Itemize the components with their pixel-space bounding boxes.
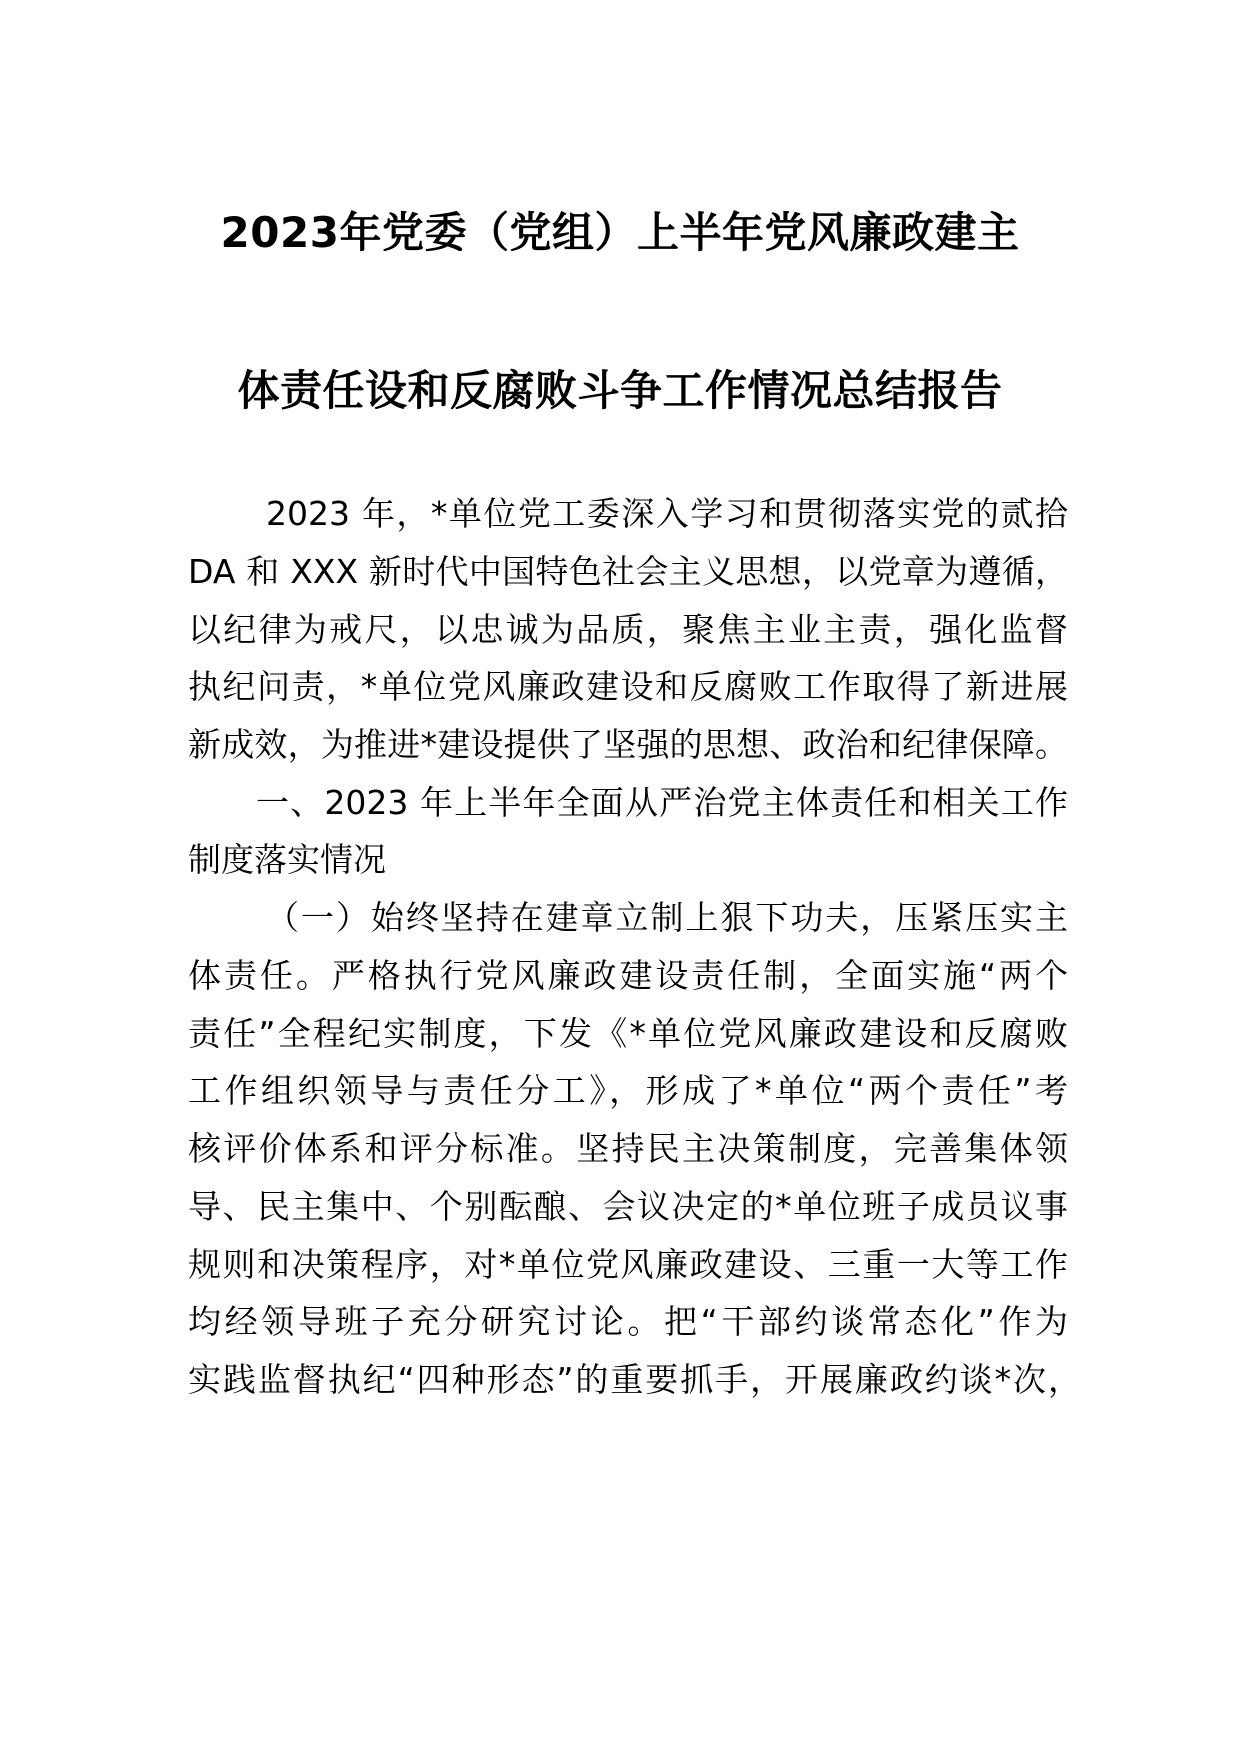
body-text-line: 新成效，为推进*建设提供了坚强的思想、政治和纪律保障。 bbox=[188, 725, 1068, 764]
body-text-line: 均经领导班子充分研究讨论。把“干部约谈常态化”作为 bbox=[188, 1302, 1068, 1341]
body-text-line: 体责任。严格执行党风廉政建设责任制，全面实施“两个 bbox=[188, 956, 1068, 995]
body-text-line: 核评价体系和评分标准。坚持民主决策制度，完善集体领 bbox=[188, 1129, 1068, 1168]
document-title-line-1: 2023年党委（党组）上半年党风廉政建主 bbox=[220, 208, 1020, 257]
body-text-line: 工作组织领导与责任分工》，形成了*单位“两个责任”考 bbox=[188, 1071, 1068, 1110]
body-text-line: 执纪问责，*单位党风廉政建设和反腐败工作取得了新进展 bbox=[188, 667, 1068, 706]
section-heading-line: 一、2023 年上半年全面从严治党主体责任和相关工作 bbox=[256, 783, 1068, 822]
body-text-line: 以纪律为戒尺，以忠诚为品质，聚焦主业主责，强化监督 bbox=[188, 610, 1068, 649]
body-text-line: （一）始终坚持在建章立制上狠下功夫，压紧压实主 bbox=[266, 898, 1068, 937]
body-text-line: 2023 年，*单位党工委深入学习和贯彻落实党的贰拾 bbox=[266, 494, 1068, 533]
body-text-line: 导、民主集中、个别酝酿、会议决定的*单位班子成员议事 bbox=[188, 1187, 1068, 1226]
body-text-line: 实践监督执纪“四种形态”的重要抓手，开展廉政约谈*次， bbox=[188, 1360, 1081, 1399]
body-text-line: DA 和 XXX 新时代中国特色社会主义思想，以党章为遵循， bbox=[188, 552, 1068, 591]
section-heading-line: 制度落实情况 bbox=[188, 840, 386, 879]
body-text-line: 规则和决策程序，对*单位党风廉政建设、三重一大等工作 bbox=[188, 1245, 1068, 1284]
body-text-line: 责任”全程纪实制度，下发《*单位党风廉政建设和反腐败 bbox=[188, 1014, 1068, 1053]
document-title-line-2: 体责任设和反腐败斗争工作情况总结报告 bbox=[237, 366, 1003, 415]
